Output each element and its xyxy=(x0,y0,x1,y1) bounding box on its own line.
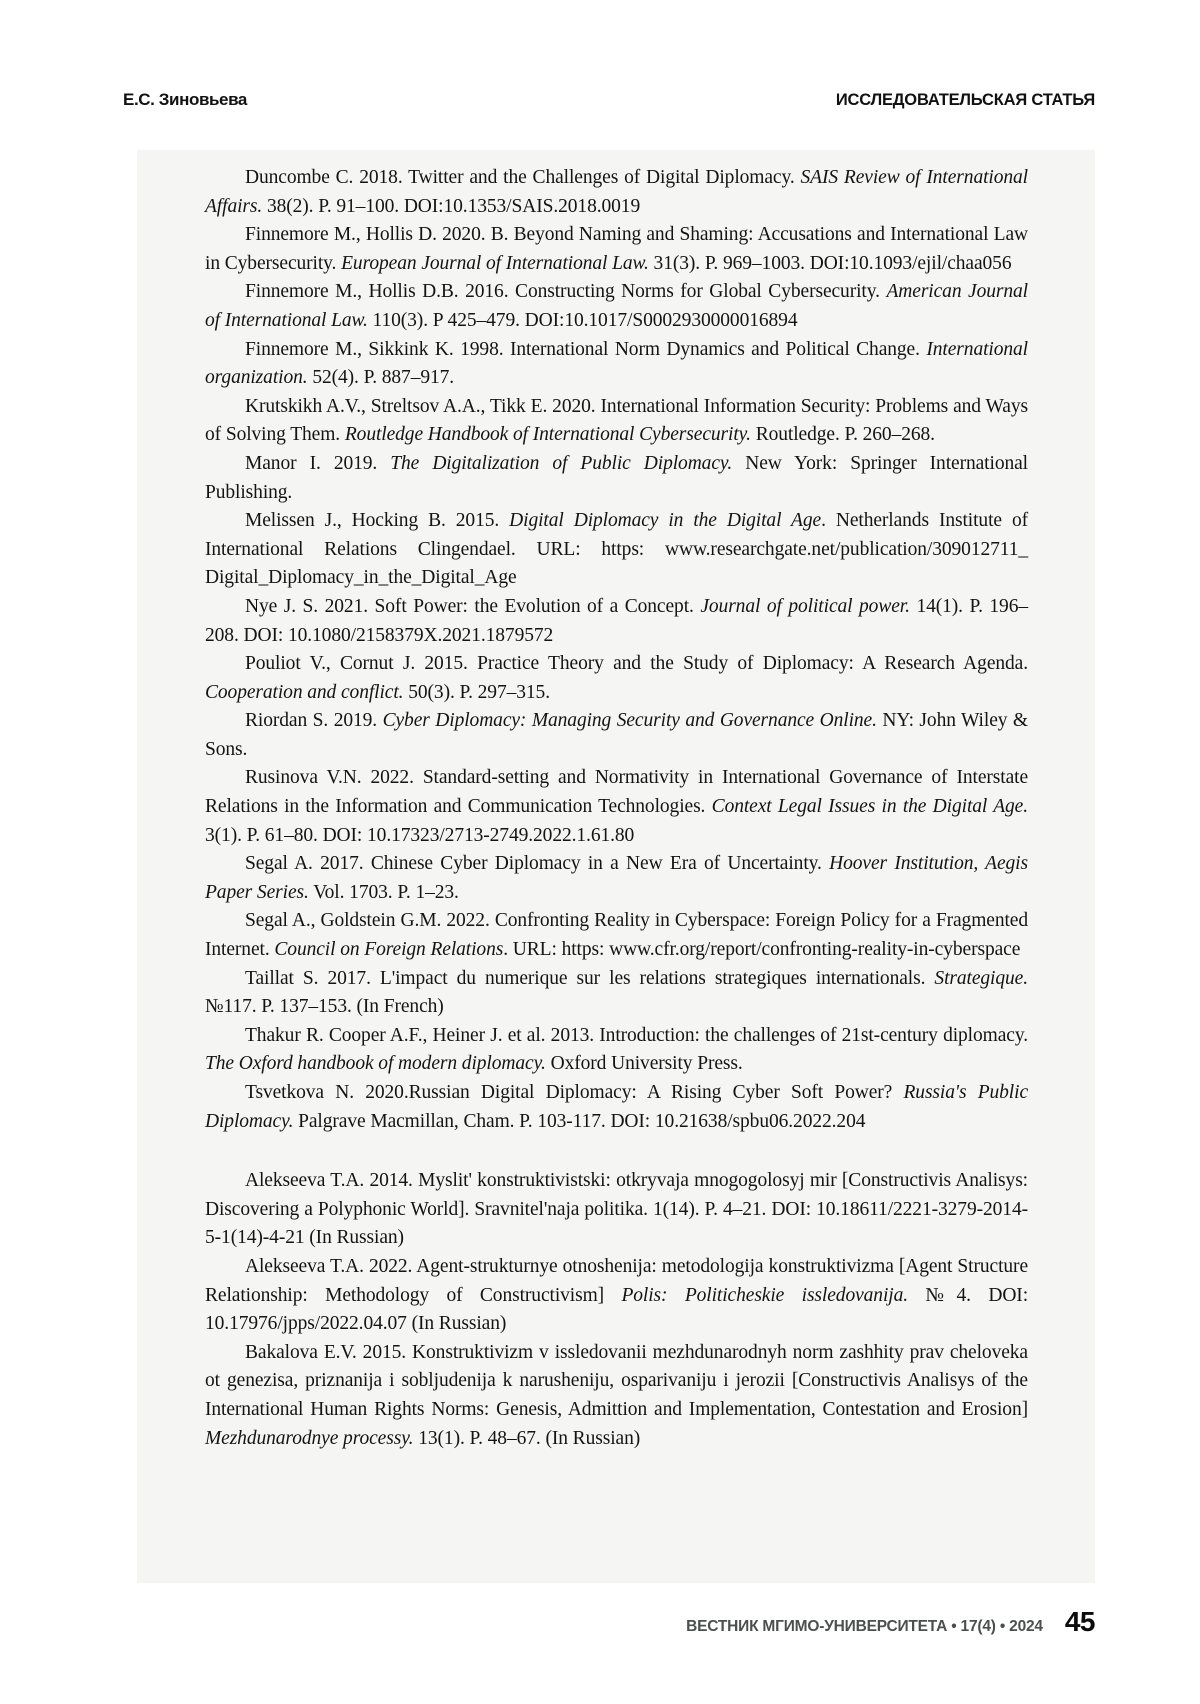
reference-item: Taillat S. 2017. L'impact du numerique sur les relations strategiques internationals. Strategique. №117. P. 137–153. (In French) xyxy=(205,967,1028,1018)
page-header-author: Е.С. Зиновьева xyxy=(123,90,247,109)
running-header xyxy=(123,90,1095,110)
reference-item: Segal A., Goldstein G.M. 2022. Confronting Reality in Cyberspace: Foreign Policy for a Fragmented Internet. Council on Foreign Relations. URL: https: www.cfr.org/report/confronting-reality-in-cyberspace xyxy=(205,910,1028,961)
reference-item: Bakalova E.V. 2015. Konstruktivizm v issledovanii mezhdunarodnyh norm zashhity prav cheloveka ot genezisa, priznanija i sobljudenija k narusheniju, osparivaniju i jerozii [Constructivis Analisys of the International Human Rights Norms: Genesis, Admittion and Implementation, Contestation and Erosion] Mezhdunarodnye processy. 13(1). P. 48–67. (In Russian) xyxy=(205,1341,1028,1449)
reference-item: Duncombe C. 2018. Twitter and the Challenges of Digital Diplomacy. SAIS Review of International Affairs. 38(2). P. 91–100. DOI:10.1353/SAIS.2018.0019 xyxy=(205,167,1028,217)
footer-page-number: 45 xyxy=(1064,1606,1095,1637)
reference-item: Krutskikh A.V., Streltsov A.A., Tikk E. 2020. International Information Security: Problems and Ways of Solving Them. Routledge Handbook of International Cybersecurity. Routledge. P. 260–268. xyxy=(205,395,1028,446)
reference-item: Thakur R. Cooper A.F., Heiner J. et al. 2013. Introduction: the challenges of 21st-century diplomacy. The Oxford handbook of modern diplomacy. Oxford University Press. xyxy=(205,1024,1028,1075)
references-content-plate xyxy=(137,150,1095,1583)
reference-item: Finnemore M., Hollis D. 2020. B. Beyond Naming and Shaming: Accusations and International Law in Cybersecurity. European Journal of International Law. 31(3). P. 969–1003. DOI:10.1093/ejil/chaa056 xyxy=(205,224,1028,274)
reference-item: Pouliot V., Cornut J. 2015. Practice Theory and the Study of Diplomacy: A Research Agenda. Cooperation and conflict. 50(3). P. 297–315. xyxy=(205,653,1028,703)
reference-item: Alekseeva T.A. 2014. Myslit' konstruktivistski: otkryvaja mnogogolosyj mir [Constructivis Analisys: Discovering a Polyphonic World]. Sravnitel'naja politika. 1(14). P. 4–21. DOI: 10.18611/2221-3279-2014-5-1(14)-4-21 (In Russian) xyxy=(205,1170,1028,1249)
running-footer xyxy=(686,1606,1095,1638)
reference-item: Finnemore M., Hollis D.B. 2016. Constructing Norms for Global Cybersecurity. American Journal of International Law. 110(3). P 425–479. DOI:10.1017/S0002930000016894 xyxy=(205,281,1028,331)
reference-group-russian-transliterated xyxy=(205,1167,1028,1453)
reference-item: Nye J. S. 2021. Soft Power: the Evolution of a Concept. Journal of political power. 14(1). P. 196–208. DOI: 10.1080/2158379X.2021.1879572 xyxy=(205,595,1029,646)
reference-item: Rusinova V.N. 2022. Standard-setting and Normativity in International Governance of Interstate Relations in the Information and Communication Technologies. Context Legal Issues in the Digital Age. 3(1). P. 61–80. DOI: 10.17323/2713-2749.2022.1.61.80 xyxy=(205,767,1028,846)
reference-item: Melissen J., Hocking B. 2015. Digital Diplomacy in the Digital Age. Netherlands Institute of International Relations Clingendael. URL: https: www.researchgate.net/publication/309012711_ Digital_Diplomacy_in_the_Digital_Age xyxy=(205,510,1028,589)
reference-item: Tsvetkova N. 2020.Russian Digital Diplomacy: A Rising Cyber Soft Power? Russia's Public Diplomacy. Palgrave Macmillan, Cham. P. 103-117. DOI: 10.21638/spbu06.2022.204 xyxy=(205,1082,1029,1132)
reference-item: Finnemore M., Sikkink K. 1998. International Norm Dynamics and Political Change. International organization. 52(4). P. 887–917. xyxy=(205,338,1028,389)
reference-item: Riordan S. 2019. Cyber Diplomacy: Managing Security and Governance Online. NY: John Wiley & Sons. xyxy=(205,710,1028,760)
page-header-article-type: ИССЛЕДОВАТЕЛЬСКАЯ СТАТЬЯ xyxy=(835,91,1095,109)
footer-journal-info: ВЕСТНИК МГИМО-УНИВЕРСИТЕТА • 17(4) • 2024 xyxy=(686,1618,1043,1635)
reference-item: Segal A. 2017. Chinese Cyber Diplomacy in a New Era of Uncertainty. Hoover Institution, Aegis Paper Series. Vol. 1703. P. 1–23. xyxy=(205,853,1028,903)
reference-group-international xyxy=(205,164,1028,1136)
references-list xyxy=(137,150,1095,1453)
reference-item: Alekseeva T.A. 2022. Agent-strukturnye otnoshenija: metodologija konstruktivizma [Agent Structure Relationship: Methodology of Constructivism] Polis: Politicheskie issledovanija. №4. DOI: 10.17976/jpps/2022.04.07 (In Russian) xyxy=(205,1255,1029,1335)
reference-item: Manor I. 2019. The Digitalization of Public Diplomacy. New York: Springer International Publishing. xyxy=(205,452,1028,503)
